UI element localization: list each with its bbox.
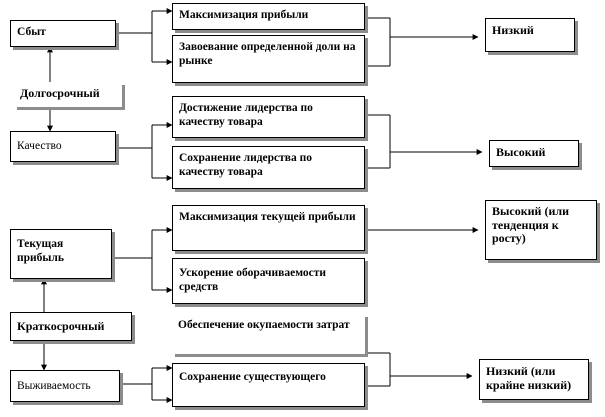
label-sokhranenie-sushch: Сохранение существующего [179, 371, 326, 383]
box-uskorenie [172, 258, 365, 304]
label-sokhranenie-liderstva: Сохранение лидерства по качеству товара [179, 152, 312, 178]
box-vysokii-tendenciya [485, 200, 597, 260]
box-sokhranenie-sushch [172, 363, 365, 407]
box-kratkosrochnyi [10, 312, 132, 341]
label-kratkosrochnyi: Краткосрочный [17, 319, 105, 333]
box-maks-pribyli [172, 3, 365, 30]
box-sokhranenie-liderstva [172, 146, 365, 189]
box-dolgosrochnyi [14, 82, 122, 107]
label-nizkii-krainenizkii: Низкий (или крайне низкий) [486, 364, 572, 392]
label-nizkii: Низкий [492, 23, 534, 37]
box-vyzhivaemost [10, 370, 120, 402]
box-nizkii-krainenizkii [479, 359, 589, 400]
label-kachestvo: Качество [17, 140, 62, 152]
label-vysokii-tendenciya: Высокий (или тенденция к росту) [492, 204, 569, 245]
box-nizkii [485, 18, 575, 52]
box-kachestvo [10, 131, 116, 162]
box-sbyt [10, 20, 116, 47]
box-maks-tekushchei [172, 205, 365, 251]
label-dolgosrochnyi: Долгосрочный [20, 86, 100, 100]
label-sbyt: Сбыт [17, 26, 46, 38]
box-zavoevanie [172, 35, 365, 83]
label-maks-pribyli: Максимизация прибыли [179, 9, 309, 21]
label-vyzhivaemost: Выживаемость [17, 380, 91, 392]
box-obespechenie [172, 314, 365, 354]
label-tekushchaya-pribyl: Текущая прибыль [17, 238, 64, 264]
box-dostizhenie [172, 96, 365, 138]
label-uskorenie: Ускорение оборачиваемости средств [179, 267, 327, 293]
box-tekushchaya-pribyl [10, 229, 112, 279]
label-dostizhenie: Достижение лидерства по качеству товара [179, 102, 313, 128]
label-obespechenie: Обеспечение окупаемости затрат [178, 319, 350, 331]
label-maks-tekushchei: Максимизация текущей прибыли [179, 211, 356, 223]
label-vysokii: Высокий [496, 145, 546, 159]
label-zavoevanie: Завоевание определенной доли на рынке [179, 41, 356, 67]
box-vysokii [489, 140, 579, 167]
